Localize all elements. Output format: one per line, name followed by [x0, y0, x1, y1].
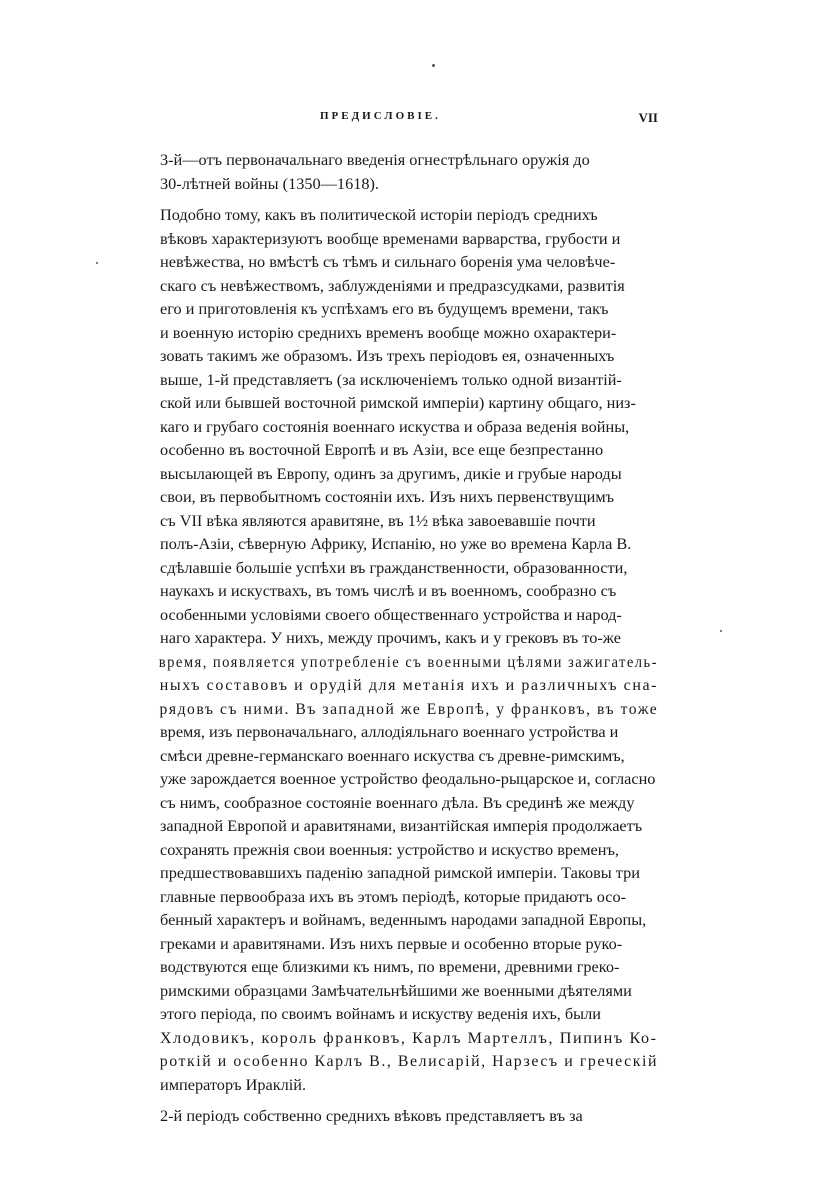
text-line: его и приготовленія къ успѣхамъ его въ будущемъ времени, такъ	[160, 299, 609, 318]
paragraph	[148, 148, 658, 195]
text-line: роткій и особенно Карлъ В., Велисарій, Нарзесъ и греческій	[159, 1051, 659, 1070]
text-line: ской или бывшей восточной римской имперіи) картину общаго, низ-	[160, 393, 636, 412]
text-line: полъ-Азіи, сѣверную Африку, Испанію, но уже во времена Карла В.	[160, 534, 632, 553]
text-line: уже зарождается военное устройство феодально-рыцарское и, согласно	[160, 769, 656, 788]
page-number: VII	[638, 110, 658, 125]
page-header	[148, 110, 658, 134]
text-line: вѣковъ характеризуютъ вообще временами варварства, грубости и	[160, 228, 621, 248]
text-line: свои, въ первобытномъ состояніи ихъ. Изъ нихъ первенствущимъ	[160, 487, 615, 506]
running-head: ПРЕДИСЛОВІЕ.	[320, 110, 441, 122]
text-line: зовать такимъ же образомъ. Изъ трехъ періодовъ ея, означенныхъ	[160, 346, 615, 365]
text-line: съ нимъ, сообразное состояніе военнаго дѣла. Въ срединѣ же между	[160, 792, 635, 812]
text-line: римскими образцами Замѣчательнѣйшими же военными дѣятелями	[160, 980, 632, 1000]
text-line: рядовъ съ ними. Въ западной же Европѣ, у франковъ, въ тоже	[159, 698, 659, 718]
text-line: водствуются еще близкими къ нимъ, по времени, древними греко-	[160, 957, 620, 976]
text-line: 30-лѣтней войны (1350—1618).	[160, 173, 379, 193]
text-line: съ VII вѣка являются аравитяне, въ 1½ вѣка завоевавшіе почти	[160, 510, 596, 530]
text-line: сдѣлавшіе большіе успѣхи въ гражданственности, образованности,	[160, 557, 628, 577]
text-line: наго характера. У нихъ, между прочимъ, какъ и у грековъ въ то-же	[160, 628, 622, 647]
text-line: Подобно тому, какъ въ политической исторіи періодъ среднихъ	[160, 205, 598, 224]
body-text	[148, 148, 658, 1128]
print-speck	[432, 64, 435, 67]
text-line: Хлодовикъ, король франковъ, Карлъ Мартеллъ, Пипинъ Ко-	[159, 1027, 658, 1047]
print-speck	[720, 630, 722, 632]
text-line: бенный характеръ и войнамъ, веденнымъ народами западной Европы,	[160, 910, 647, 929]
text-line: время, изъ первоначальнаго, аллодіяльнаго военнаго устройства и	[160, 722, 619, 741]
text-line: особенно въ восточной Европѣ и въ Азіи, все еще безпрестанно	[160, 440, 604, 459]
text-line: высылающей въ Европу, одинъ за другимъ, дикіе и грубые народы	[160, 463, 622, 483]
text-line: этого періода, по своимъ войнамъ и искуству веденія ихъ, были	[160, 1004, 601, 1023]
text-line: императоръ Ираклій.	[160, 1074, 307, 1094]
text-line: смѣси древне-германскаго военнаго искуства съ древне-римскимъ,	[160, 745, 625, 765]
text-line: скаго съ невѣжествомъ, заблужденіями и предразсудками, развитія	[160, 275, 625, 295]
text-line: наукахъ и искуствахъ, въ томъ числѣ и въ военномъ, сообразно съ	[160, 581, 617, 600]
text-line: и военную исторію среднихъ временъ вообще можно охарактери-	[160, 322, 617, 342]
text-line: выше, 1-й представляетъ (за исключеніемъ только одной византій-	[160, 369, 622, 389]
text-line: 3-й—отъ первоначальнаго введенія огнестрѣльнаго оружія до	[160, 150, 590, 169]
text-line: главные первообраза ихъ въ этомъ періодѣ, которые придаютъ осо-	[160, 886, 627, 906]
paragraph	[148, 203, 658, 1096]
text-line: западной Европой и аравитянами, византійская имперія продолжаетъ	[160, 816, 643, 835]
paragraph	[148, 1104, 658, 1128]
text-line: ныхъ составовъ и орудій для метанія ихъ и различныхъ сна-	[159, 675, 659, 694]
text-line: 2-й періодъ собственно среднихъ вѣковъ представляетъ въ за	[160, 1106, 583, 1125]
text-line: особенными условіями своего общественнаго устройства и народ-	[160, 604, 622, 624]
print-speck	[96, 262, 98, 264]
text-line: сохранять прежнія свои военныя: устройство и искуство временъ,	[160, 839, 619, 859]
text-line: невѣжества, но вмѣстѣ съ тѣмъ и сильнаго боренія ума человѣче-	[160, 252, 616, 271]
text-line: предшествовавшихъ паденію западной римской имперіи. Таковы три	[160, 863, 640, 882]
text-line: время, появляется употребленіе съ военными цѣлями зажигатель-	[158, 651, 658, 671]
text-line: каго и грубаго состоянія военнаго искуства и образа веденія войны,	[160, 416, 630, 436]
text-line: греками и аравитянами. Изъ нихъ первые и особенно вторые руко-	[160, 933, 623, 953]
